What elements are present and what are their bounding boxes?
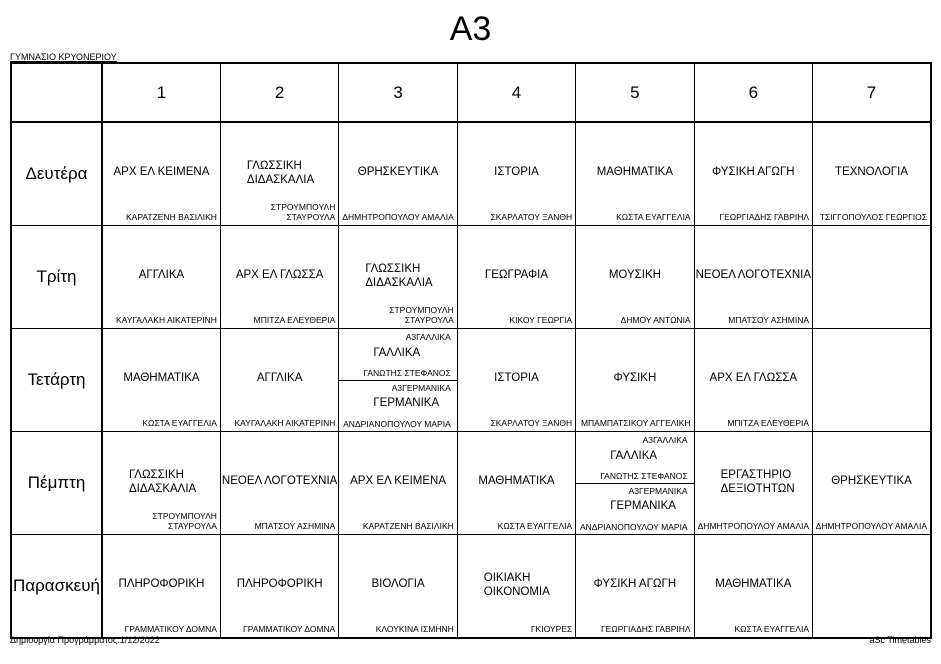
group-subject: ΓΑΛΛΙΚΑ: [373, 347, 421, 359]
period-number: 2: [220, 63, 338, 122]
lesson-teacher: ΣΤΡΟΥΜΠΟΥΛΗ ΣΤΑΥΡΟΥΛΑ: [152, 511, 217, 531]
day-row: [11, 226, 931, 329]
lesson-teacher: ΤΣΙΓΓΟΠΟΥΛΟΣ ΓΕΩΡΓΙΟΣ: [819, 212, 927, 222]
lesson-cell: [102, 226, 220, 329]
lesson-teacher: ΚΙΚΟΥ ΓΕΩΡΓΙΑ: [509, 315, 573, 325]
lesson-cell: [694, 535, 812, 639]
lesson-teacher: ΔΗΜΟΥ ΑΝΤΩΝΙΑ: [620, 315, 691, 325]
day-row: [11, 432, 931, 535]
lesson-teacher: ΜΠΙΤΖΑ ΕΛΕΥΘΕΡΙΑ: [727, 418, 810, 428]
lesson-subject: ΝΕΟΕΛ ΛΟΓΟΤΕΧΝΙΑ: [695, 269, 812, 281]
lesson-cell: [576, 432, 694, 535]
lesson-teacher: ΚΩΣΤΑ ΕΥΑΓΓΕΛΙΑ: [142, 418, 217, 428]
group-teacher: ΓΑΝΩΤΗΣ ΣΤΕΦΑΝΟΣ: [363, 368, 451, 378]
lesson-cell: [694, 122, 812, 226]
lesson-subject: ΙΣΤΟΡΙΑ: [494, 166, 539, 178]
lesson-cell: [102, 432, 220, 535]
lesson-cell: [220, 535, 338, 639]
day-name: Παρασκευή: [11, 535, 102, 639]
group-lesson-top: [339, 329, 456, 381]
lesson-teacher: ΚΑΡΑΤΖΕΝΗ ΒΑΣΙΛΙΚΗ: [126, 212, 217, 222]
lesson-subject: ΙΣΤΟΡΙΑ: [494, 372, 539, 384]
lesson-cell: [102, 329, 220, 432]
lesson-cell: [339, 226, 457, 329]
lesson-cell: [220, 122, 338, 226]
lesson-cell: [457, 122, 575, 226]
lesson-teacher: ΣΚΑΡΛΑΤΟΥ ΞΑΝΘΗ: [490, 212, 573, 222]
lesson-subject: ΕΡΓΑΣΤΗΡΙΟ ΔΕΞΙΟΤΗΤΩΝ: [720, 469, 795, 495]
lesson-cell: [694, 432, 812, 535]
group-name: Α3ΓΕΡΜΑΝΙΚΑ: [628, 486, 688, 496]
timetable-grid: [10, 62, 932, 639]
lesson-subject: ΓΛΩΣΣΙΚΗ ΔΙΔΑΣΚΑΛΙΑ: [365, 263, 433, 289]
lesson-subject: ΜΑΘΗΜΑΤΙΚΑ: [478, 475, 555, 487]
lesson-subject: ΠΛΗΡΟΦΟΡΙΚΗ: [118, 578, 205, 590]
lesson-subject: ΘΡΗΣΚΕΥΤΙΚΑ: [357, 166, 439, 178]
lesson-subject: ΟΙΚΙΑΚΗ ΟΙΚΟΝΟΜΙΑ: [483, 572, 550, 598]
lesson-subject: ΝΕΟΕΛ ΛΟΓΟΤΕΧΝΙΑ: [221, 475, 338, 487]
lesson-teacher: ΜΠΙΤΖΑ ΕΛΕΥΘΕΡΙΑ: [253, 315, 336, 325]
lesson-cell: [813, 122, 931, 226]
creation-date: Δημιουργία Προγράμματος:1/12/2022: [10, 635, 160, 645]
lesson-subject: ΜΑΘΗΜΑΤΙΚΑ: [715, 578, 792, 590]
lesson-teacher: ΣΤΡΟΥΜΠΟΥΛΗ ΣΤΑΥΡΟΥΛΑ: [270, 202, 336, 222]
lesson-cell: [576, 535, 694, 639]
lesson-teacher: ΔΗΜΗΤΡΟΠΟΥΛΟΥ ΑΜΑΛΙΑ: [342, 212, 454, 222]
day-name: Πέμπτη: [11, 432, 102, 535]
lesson-teacher: ΜΠΑΤΣΟΥ ΑΣΗΜΙΝΑ: [728, 315, 810, 325]
lesson-subject: ΤΕΧΝΟΛΟΓΙΑ: [835, 166, 909, 178]
class-title: A3: [449, 10, 492, 48]
lesson-cell: [220, 432, 338, 535]
lesson-teacher: ΓΡΑΜΜΑΤΙΚΟΥ ΔΟΜΝΑ: [124, 624, 217, 634]
group-name: Α3ΓΑΛΛΙΚΑ: [642, 435, 688, 445]
lesson-subject: ΑΡΧ ΕΛ ΚΕΙΜΕΝΑ: [350, 475, 446, 487]
lesson-cell: [102, 122, 220, 226]
lesson-cell: [576, 122, 694, 226]
lesson-subject: ΜΑΘΗΜΑΤΙΚΑ: [123, 372, 200, 384]
group-subject: ΓΕΡΜΑΝΙΚΑ: [610, 500, 676, 512]
lesson-teacher: ΚΑΥΓΑΛΑΚΗ ΑΙΚΑΤΕΡΙΝΗ: [234, 418, 336, 428]
day-row: [11, 329, 931, 432]
period-number: 5: [576, 63, 694, 122]
lesson-teacher: ΜΠΑΤΣΟΥ ΑΣΗΜΙΝΑ: [254, 521, 336, 531]
lesson-teacher: ΚΑΡΑΤΖΕΝΗ ΒΑΣΙΛΙΚΗ: [362, 521, 454, 531]
lesson-teacher: ΚΑΥΓΑΛΑΚΗ ΑΙΚΑΤΕΡΙΝΗ: [116, 315, 217, 325]
lesson-cell: [339, 432, 457, 535]
empty-cell: [813, 329, 931, 432]
lesson-cell: [576, 226, 694, 329]
lesson-cell: [339, 535, 457, 639]
lesson-teacher: ΚΩΣΤΑ ΕΥΑΓΓΕΛΙΑ: [616, 212, 691, 222]
lesson-subject: ΓΛΩΣΣΙΚΗ ΔΙΔΑΣΚΑΛΙΑ: [129, 469, 197, 495]
lesson-cell: [694, 329, 812, 432]
day-name: Τρίτη: [11, 226, 102, 329]
day-name: Τετάρτη: [11, 329, 102, 432]
group-name: Α3ΓΕΡΜΑΝΙΚΑ: [391, 383, 451, 393]
day-name: Δευτέρα: [11, 122, 102, 226]
lesson-cell: [457, 329, 575, 432]
lesson-teacher: ΓΡΑΜΜΑΤΙΚΟΥ ΔΟΜΝΑ: [243, 624, 336, 634]
lesson-teacher: ΚΩΣΤΑ ΕΥΑΓΓΕΛΙΑ: [734, 624, 810, 634]
lesson-cell: [220, 329, 338, 432]
lesson-cell: [220, 226, 338, 329]
lesson-subject: ΑΡΧ ΕΛ ΓΛΩΣΣΑ: [709, 372, 798, 384]
lesson-teacher: ΓΕΩΡΓΙΑΔΗΣ ΓΑΒΡΙΗΛ: [601, 624, 691, 634]
lesson-cell: [457, 432, 575, 535]
lesson-cell: [576, 329, 694, 432]
lesson-teacher: ΣΚΑΡΛΑΤΟΥ ΞΑΝΘΗ: [490, 418, 573, 428]
lesson-teacher: ΜΠΑΜΠΑΤΣΙΚΟΥ ΑΓΓΕΛΙΚΗ: [580, 418, 691, 428]
lesson-subject: ΑΡΧ ΕΛ ΓΛΩΣΣΑ: [235, 269, 324, 281]
group-lesson-bottom: [576, 483, 693, 534]
lesson-cell: [339, 122, 457, 226]
period-number: 4: [457, 63, 575, 122]
day-row: [11, 535, 931, 639]
lesson-subject: ΓΕΩΓΡΑΦΙΑ: [484, 269, 549, 281]
lesson-cell: [339, 329, 457, 432]
lesson-teacher: ΓΕΩΡΓΙΑΔΗΣ ΓΑΒΡΙΗΛ: [719, 212, 810, 222]
group-name: Α3ΓΑΛΛΙΚΑ: [405, 332, 451, 342]
lesson-subject: ΦΥΣΙΚΗ ΑΓΩΓΗ: [593, 578, 677, 590]
software-brand: aSc Timetables: [869, 635, 931, 645]
empty-cell: [813, 226, 931, 329]
period-header-row: [11, 63, 931, 122]
lesson-cell: [457, 226, 575, 329]
period-number: 6: [694, 63, 812, 122]
group-lesson-top: [576, 432, 693, 484]
corner-cell: [11, 63, 102, 122]
lesson-teacher: ΚΩΣΤΑ ΕΥΑΓΓΕΛΙΑ: [497, 521, 573, 531]
empty-cell: [813, 535, 931, 639]
lesson-subject: ΦΥΣΙΚΗ: [613, 372, 657, 384]
period-number: 3: [339, 63, 457, 122]
lesson-subject: ΒΙΟΛΟΓΙΑ: [371, 578, 425, 590]
lesson-teacher: ΔΗΜΗΤΡΟΠΟΥΛΟΥ ΑΜΑΛΙΑ: [815, 521, 927, 531]
period-number: 1: [102, 63, 220, 122]
group-lesson-bottom: [339, 380, 456, 431]
lesson-cell: [694, 226, 812, 329]
day-row: [11, 122, 931, 226]
lesson-subject: ΠΛΗΡΟΦΟΡΙΚΗ: [236, 578, 323, 590]
period-number: 7: [813, 63, 931, 122]
lesson-subject: ΑΓΓΛΙΚΑ: [256, 372, 303, 384]
group-subject: ΓΑΛΛΙΚΑ: [610, 450, 658, 462]
lesson-teacher: ΣΤΡΟΥΜΠΟΥΛΗ ΣΤΑΥΡΟΥΛΑ: [389, 305, 454, 325]
lesson-subject: ΜΑΘΗΜΑΤΙΚΑ: [596, 166, 673, 178]
lesson-subject: ΜΟΥΣΙΚΗ: [608, 269, 661, 281]
lesson-subject: ΑΓΓΛΙΚΑ: [138, 269, 185, 281]
group-teacher: ΓΑΝΩΤΗΣ ΣΤΕΦΑΝΟΣ: [600, 471, 688, 481]
group-teacher: ΑΝΔΡΙΑΝΟΠΟΥΛΟΥ ΜΑΡΙΑ: [579, 522, 688, 532]
lesson-teacher: ΓΚΙΟΥΡΕΣ: [530, 624, 573, 634]
group-subject: ΓΕΡΜΑΝΙΚΑ: [373, 397, 440, 409]
lesson-subject: ΑΡΧ ΕΛ ΚΕΙΜΕΝΑ: [113, 166, 210, 178]
school-name: ΓΥΜΝΑΣΙΟ ΚΡΥΟΝΕΡΙΟΥ: [10, 52, 117, 62]
lesson-cell: [102, 535, 220, 639]
lesson-subject: ΓΛΩΣΣΙΚΗ ΔΙΔΑΣΚΑΛΙΑ: [246, 160, 315, 186]
lesson-cell: [457, 535, 575, 639]
lesson-teacher: ΚΛΟΥΚΙΝΑ ΙΣΜΗΝΗ: [375, 624, 454, 634]
lesson-subject: ΦΥΣΙΚΗ ΑΓΩΓΗ: [712, 166, 795, 178]
group-teacher: ΑΝΔΡΙΑΝΟΠΟΥΛΟΥ ΜΑΡΙΑ: [343, 419, 451, 429]
lesson-cell: [813, 432, 931, 535]
lesson-teacher: ΔΗΜΗΤΡΟΠΟΥΛΟΥ ΑΜΑΛΙΑ: [697, 521, 810, 531]
lesson-subject: ΘΡΗΣΚΕΥΤΙΚΑ: [831, 475, 912, 487]
